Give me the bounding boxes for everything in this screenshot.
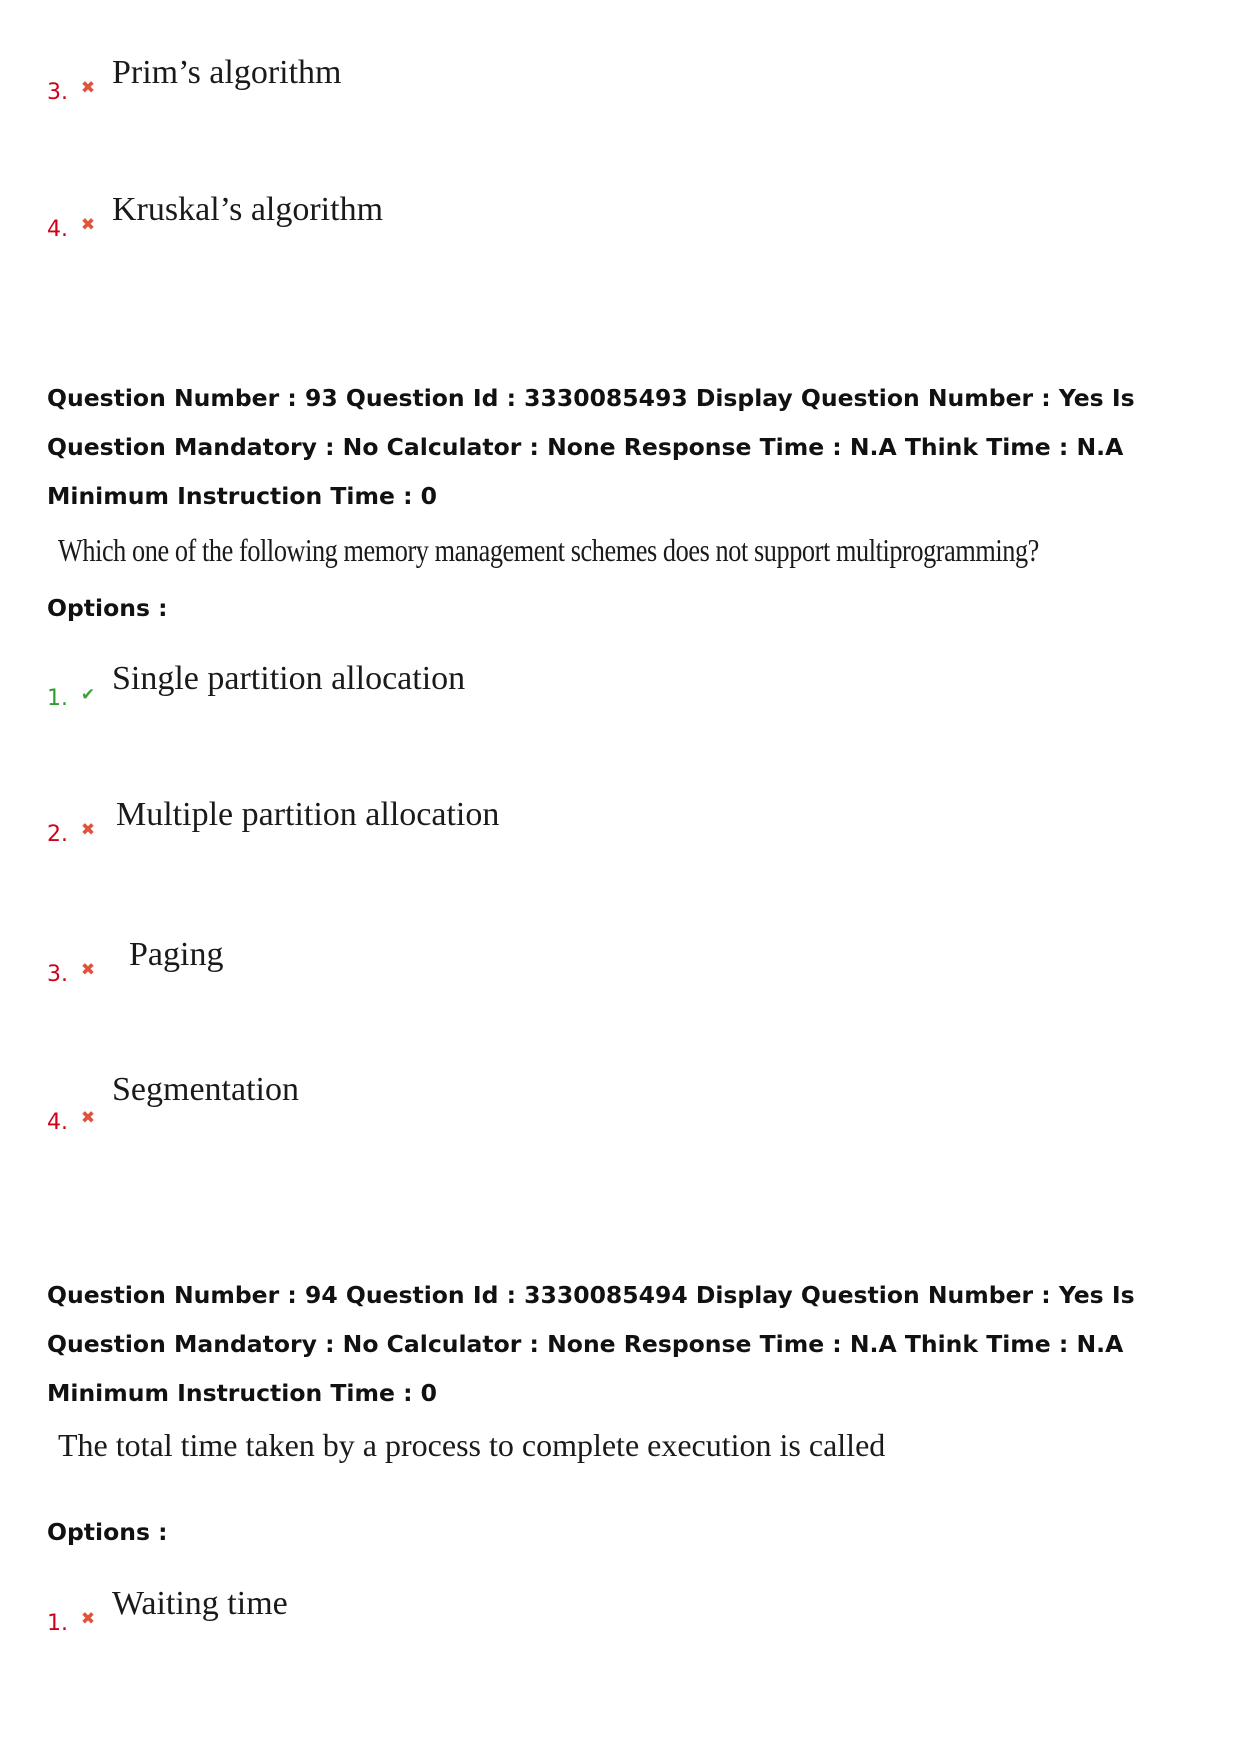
question-text: The total time taken by a process to complete execution is called	[58, 1427, 886, 1463]
option-text: Multiple partition allocation	[116, 796, 500, 833]
question-metadata: Question Number : 94 Question Id : 3330085494 Display Question Number : Yes Is Question Mandatory : No Calculator : None Response Time : N.A Think Time : N.A Minimum Instruction Time : 0	[47, 1281, 1135, 1407]
cross-icon: ✖	[80, 960, 96, 980]
option-number: 3.	[47, 962, 68, 987]
option-text: Kruskal’s algorithm	[112, 191, 384, 228]
cross-icon: ✖	[80, 78, 96, 98]
cross-icon: ✖	[80, 1108, 96, 1128]
option-number: 4.	[47, 217, 68, 242]
options-label: Options :	[47, 1518, 168, 1546]
option-number: 1.	[47, 1611, 68, 1636]
cross-icon: ✖	[80, 820, 96, 840]
check-icon: ✔	[80, 685, 96, 705]
option-text: Single partition allocation	[112, 660, 466, 697]
option-text: Waiting time	[112, 1585, 288, 1622]
option-number: 2.	[47, 822, 68, 847]
option-number: 4.	[47, 1110, 68, 1135]
cross-icon: ✖	[80, 215, 96, 235]
option-number: 1.	[47, 686, 68, 711]
cross-icon: ✖	[80, 1609, 96, 1629]
question-metadata: Question Number : 93 Question Id : 3330085493 Display Question Number : Yes Is Question Mandatory : No Calculator : None Response Time : N.A Think Time : N.A Minimum Instruction Time : 0	[47, 384, 1135, 510]
question-text: Which one of the following memory management schemes does not support multiprogramming?	[58, 532, 1039, 568]
option-text: Prim’s algorithm	[112, 54, 342, 91]
options-label: Options :	[47, 594, 168, 622]
option-number: 3.	[47, 80, 68, 105]
option-text: Segmentation	[112, 1071, 299, 1108]
option-text: Paging	[129, 936, 224, 973]
